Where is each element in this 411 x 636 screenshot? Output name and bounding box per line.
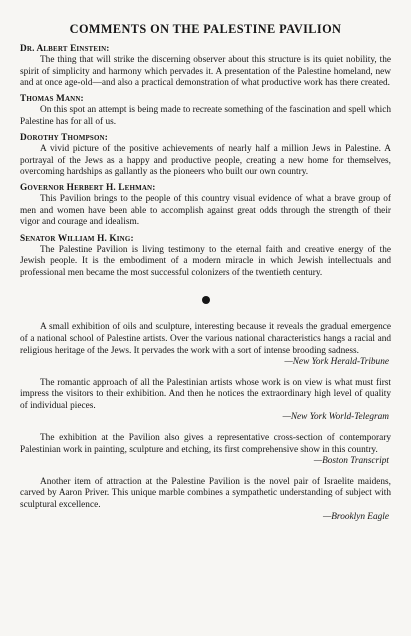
comment-text: A vivid picture of the positive achievements of nearly half a million Jews in Palestine. A portrayal of the Jews as a happy and productive people, creating a new home for themselves, overcoming hardships as gallantly as the pioneers who built our own country. (20, 143, 391, 178)
comment-author: Governor Herbert H. Lehman: (20, 183, 156, 194)
review-text: A small exhibition of oils and sculpture, interesting because it reveals the gradual emergence of a national school of Palestine artists. Over the various national characteristics hangs a racial and religious heritage of the Jews. It pervades the work with a sort of intense brooding sadness. (20, 322, 391, 356)
review-text: The romantic approach of all the Palestinian artists whose work is on view is what must first impress the visitors to their exhibition. And then he notices the extraordinary high level of quality of individual pieces. (20, 377, 391, 411)
comment-text: The thing that will strike the discerning observer about this structure is its quiet nobility, the spirit of simplicity and harmony which pervades it. A presentation of the Palestine homeland, new and at once age-old—and also a practical demonstration of what productive work has there created. (20, 55, 391, 89)
comment-text: The Palestine Pavilion is living testimony to the eternal faith and creative energy of the Jewish people. It is the embodiment of a modern miracle in which Jewish intellectuals and professional men became the most successful colonizers of the twentieth century. (20, 244, 391, 278)
comment-king (20, 233, 391, 280)
comment-author: Senator William H. King: (20, 233, 134, 244)
comment-mann (20, 93, 391, 128)
review-source: —New York World-Telegram (282, 412, 389, 423)
review-source: —New York Herald-Tribune (284, 357, 389, 368)
comment-einstein (20, 43, 391, 90)
review-world-telegram (20, 378, 391, 424)
comment-author: Dr. Albert Einstein: (20, 44, 110, 54)
comment-thompson (20, 132, 391, 179)
comment-author: Thomas Mann: (20, 94, 84, 105)
review-text: Another item of attraction at the Palestine Pavilion is the novel pair of Israelite maidens, carved by Aaron Priver. This unique marble combines a sympathetic understanding of subject with sculptural excellence. (20, 476, 391, 511)
review-herald-tribune (20, 322, 391, 368)
comment-author: Dorothy Thompson: (20, 132, 108, 143)
comment-text: This Pavilion brings to the people of this country visual evidence of what a brave group of men and women have been able to accomplish against great odds through the strength of their vigor and courage and idealism. (20, 194, 391, 228)
review-source: —Brooklyn Eagle (322, 511, 389, 522)
review-brooklyn-eagle (20, 477, 391, 523)
review-source: —Boston Transcript (313, 456, 389, 467)
comment-text: On this spot an attempt is being made to recreate something of the fascination and spell which Palestine has for all of us. (20, 105, 391, 127)
review-text: The exhibition at the Pavilion also gives a representative cross-section of contemporary Palestinian work in painting, sculpture and etching, its first comprehensive show in this country. (20, 433, 391, 455)
comment-lehman (20, 182, 391, 229)
page-title: COMMENTS ON THE PALESTINE PAVILION (69, 22, 342, 36)
bullet-dot (202, 296, 210, 304)
review-boston-transcript (20, 433, 391, 468)
section-divider-bullet (20, 291, 391, 309)
